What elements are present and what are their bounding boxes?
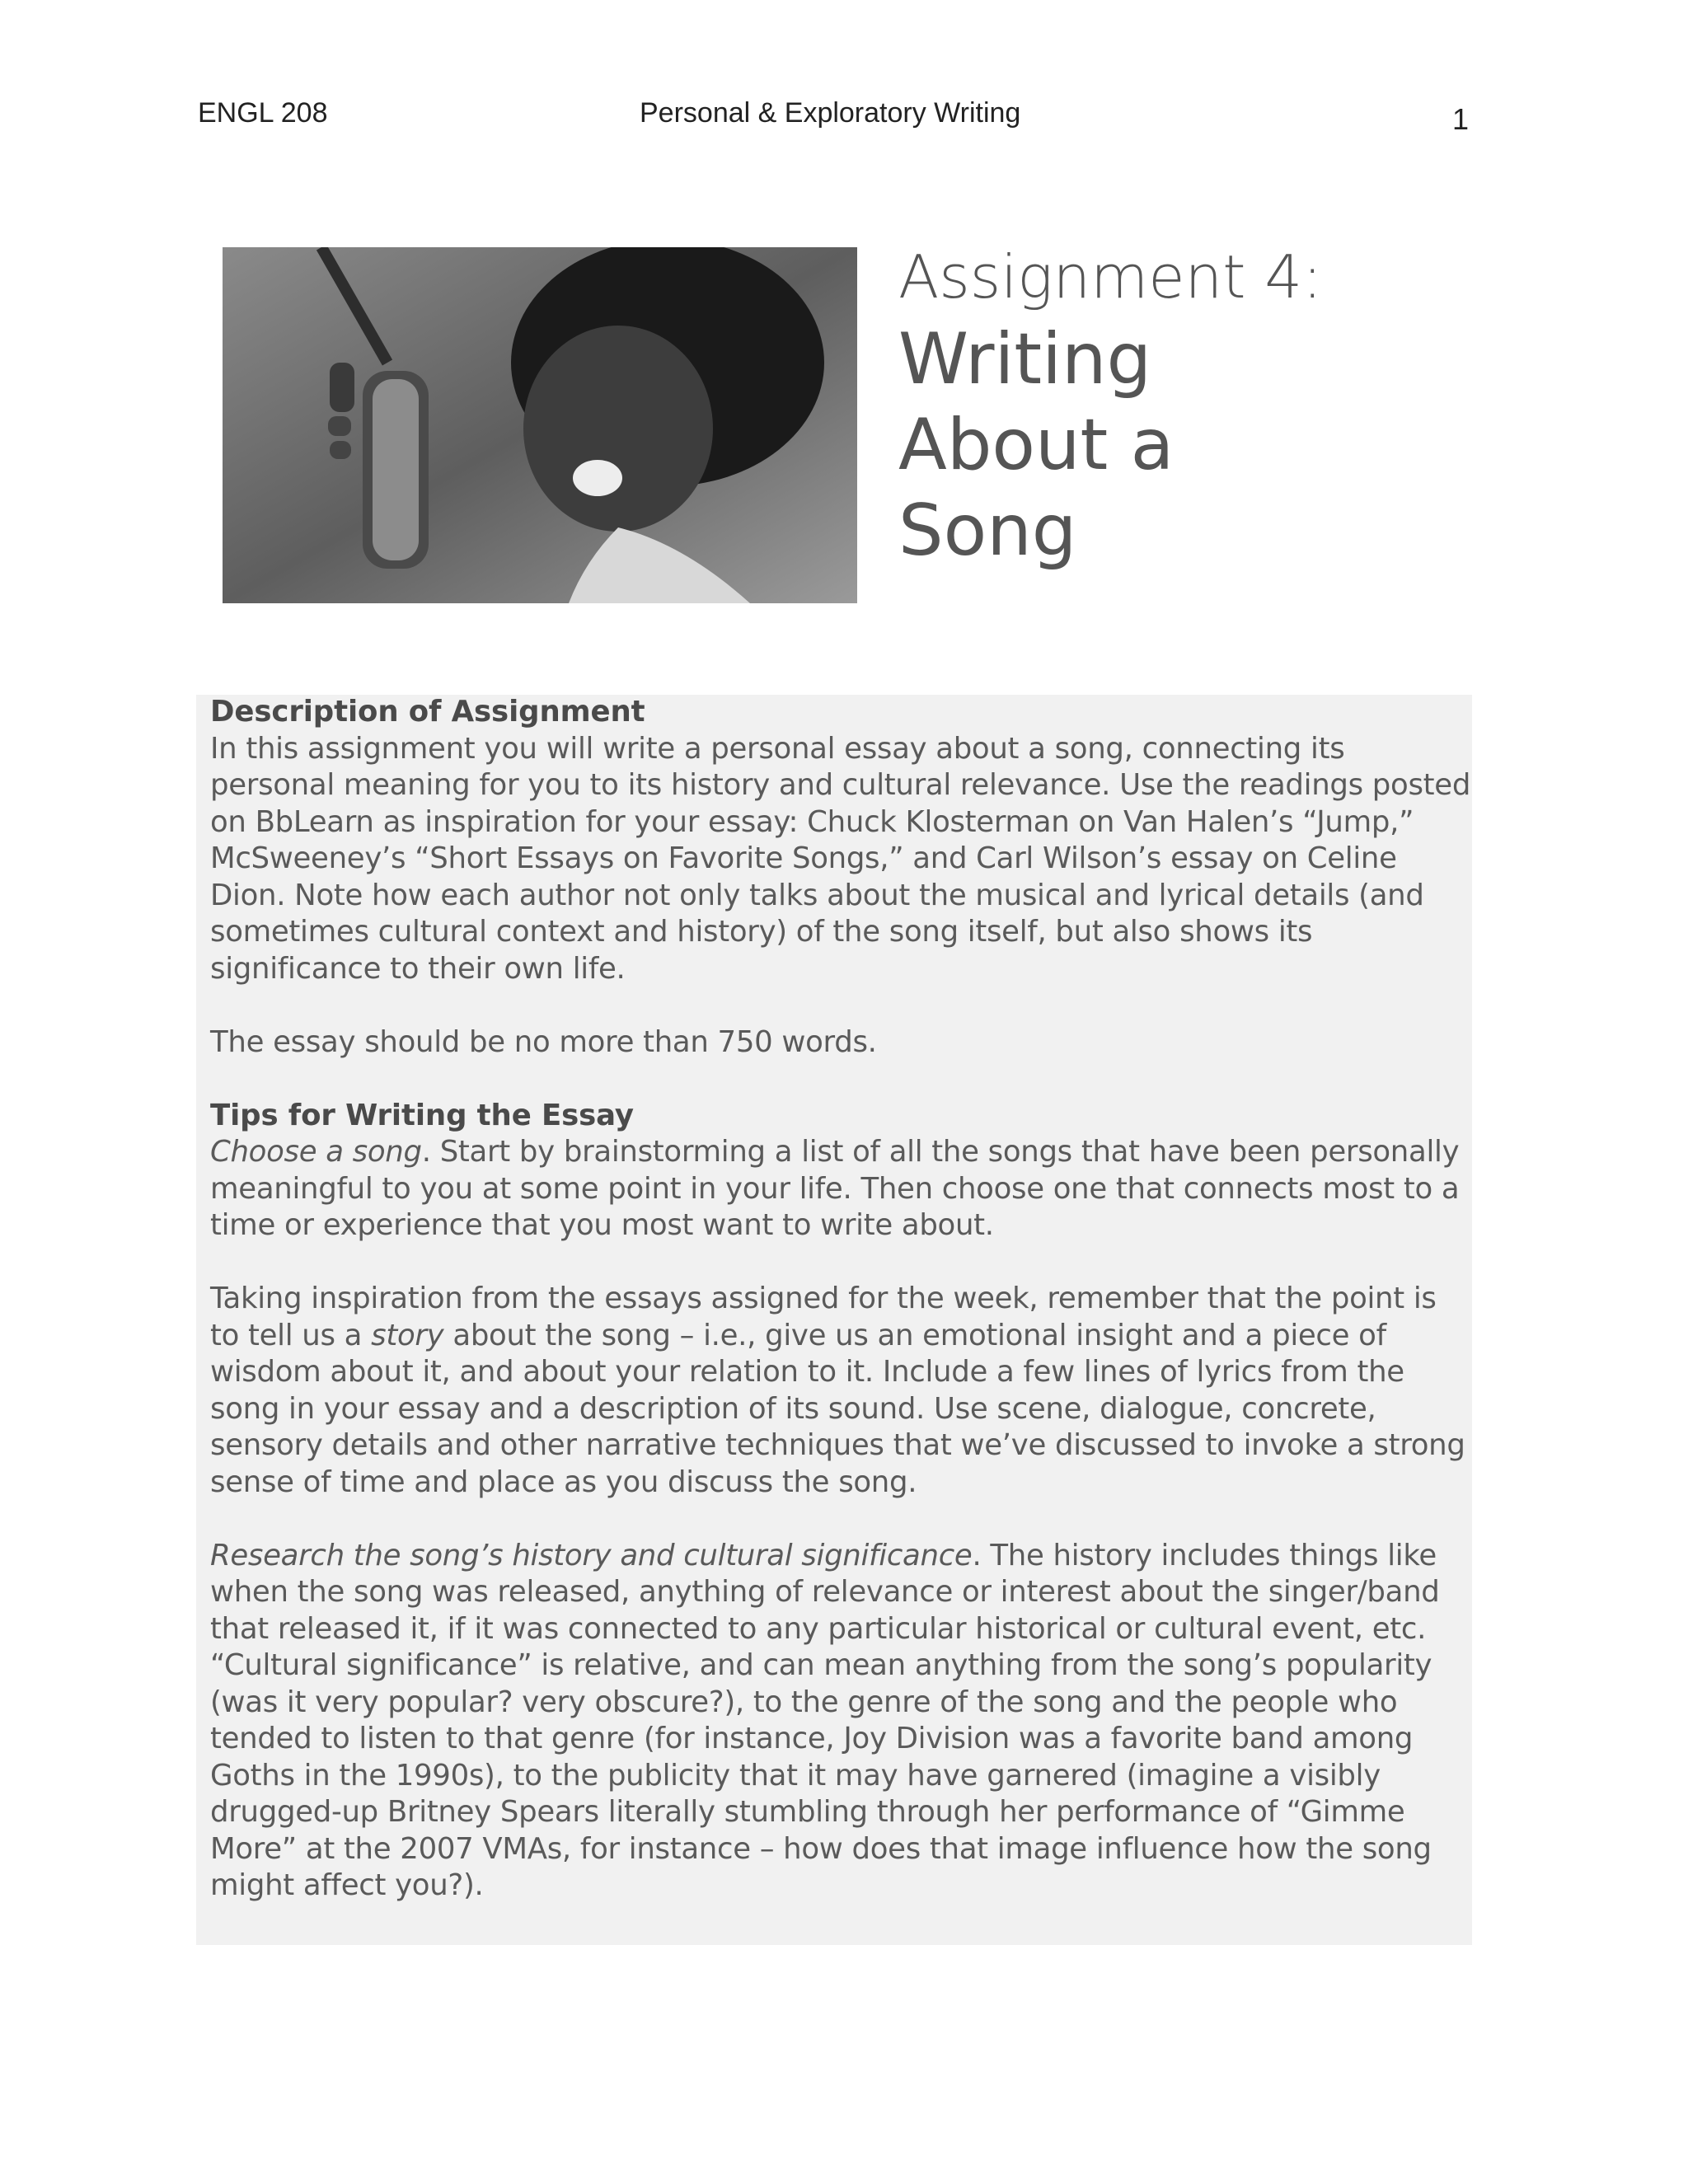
assignment-title-line: About a	[898, 404, 1175, 486]
tips-paragraph-1: Choose a song. Start by brainstorming a list of all the songs that have been personally meaningful to you at some point in your life. Then choose one that connects most to a time or experience that you most want to write about.	[210, 1135, 1460, 1242]
description-paragraph: In this assignment you will write a personal essay about a song, connecting its personal meaning for you to its history and cultural relevance. Use the readings posted on BbLearn as inspiration for your essay: Chuck Klosterman on Van Halen’s “Jump,” McSweeney’s “Short Essays on Favorite Songs,” and Carl Wilson’s essay on Celine Dion. Note how each author not only talks about the musical and lyrical details (and sometimes cultural context and history) of the song itself, but also shows its significance to their own life.	[210, 731, 1471, 986]
assignment-number: Assignment 4:	[898, 242, 1323, 312]
page-header	[0, 97, 1688, 147]
tips-paragraph-2: Taking inspiration from the essays assigned for the week, remember that the point is to tell us a story about the song – i.e., give us an emotional insight and a piece of wisdom about it, and about your relation to it. Include a few lines of lyrics from the song in your essay and a description of its sound. Use scene, dialogue, concrete, sensory details and other narrative techniques that we’ve discussed to invoke a strong sense of time and place as you discuss the song.	[210, 1282, 1465, 1499]
course-code: ENGL 208	[198, 97, 328, 129]
description-heading: Description of Assignment	[210, 695, 645, 729]
assignment-title	[898, 237, 1393, 574]
tips-paragraph-3: Research the song’s history and cultural significance. The history includes things like when the song was released, anything of relevance or interest about the singer/band that released it, if it was connected to any particular historical or cultural event, etc. “Cultural significance” is relative, and can mean anything from the song’s popularity (was it very popular? very obscure?), to the genre of the song and the people who tended to listen to that genre (for instance, Joy Division was a favorite band among Goths in the 1990s), to the publicity that it may have garnered (imagine a visibly drugged-up Britney Spears literally stumbling through her performance of “Gimme More” at the 2007 VMAs, for instance – how does that image influence how the song might affect you?).	[210, 1538, 1440, 1902]
assignment-content	[210, 694, 1471, 1905]
header-title: Personal & Exploratory Writing	[640, 97, 1021, 129]
story-emphasis: story	[371, 1318, 444, 1352]
tip-emphasis: Choose a song	[210, 1135, 422, 1169]
tips-heading: Tips for Writing the Essay	[210, 1098, 634, 1132]
page-number: 1	[1452, 102, 1470, 136]
tip-emphasis: Research the song’s history and cultural significance	[210, 1538, 973, 1572]
assignment-title-line: Writing	[898, 318, 1152, 401]
word-limit-paragraph: The essay should be no more than 750 words.	[210, 1024, 877, 1059]
singer-photo-illustration	[223, 247, 857, 603]
assignment-title-line: Song	[898, 490, 1077, 572]
singer-photo	[223, 247, 857, 603]
